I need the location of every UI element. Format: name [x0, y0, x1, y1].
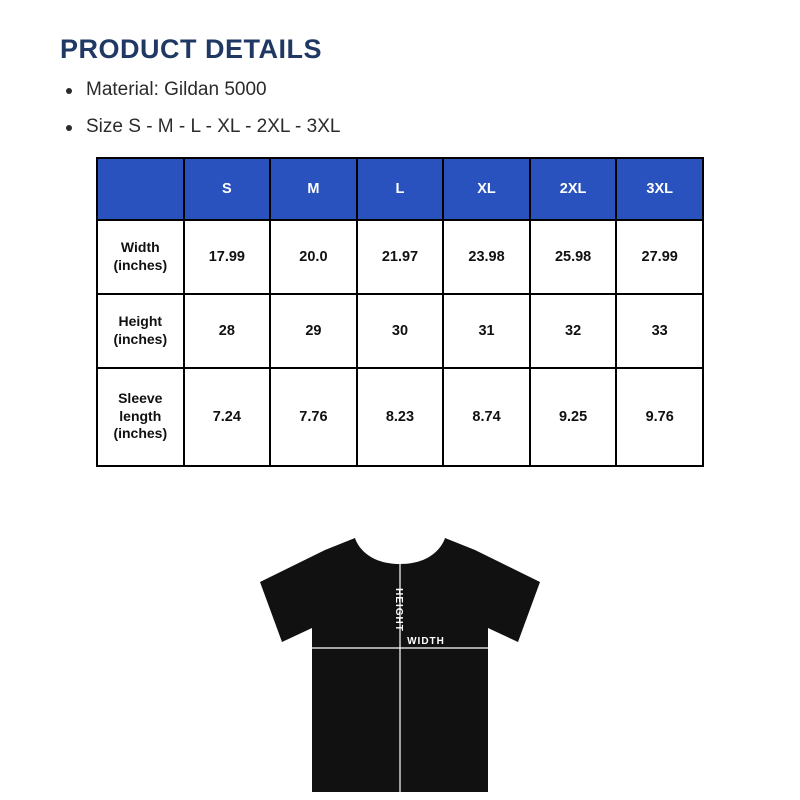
column-header-m: M	[270, 158, 357, 220]
cell-height-m: 29	[270, 294, 357, 368]
cell-width-s: 17.99	[184, 220, 271, 294]
cell-width-l: 21.97	[357, 220, 444, 294]
column-header-l: L	[357, 158, 444, 220]
cell-width-2xl: 25.98	[530, 220, 617, 294]
tshirt-measurement-diagram	[0, 520, 800, 800]
table-header-row	[97, 158, 703, 220]
product-detail-list	[60, 79, 740, 139]
cell-sleeve-l: 8.23	[357, 368, 444, 466]
row-header-line1: Width	[120, 239, 160, 256]
height-label: HEIGHT	[393, 588, 404, 632]
cell-width-xl: 23.98	[443, 220, 530, 294]
cell-height-l: 30	[357, 294, 444, 368]
tshirt-icon	[250, 530, 550, 800]
size-chart-body	[97, 220, 703, 466]
cell-sleeve-3xl: 9.76	[616, 368, 703, 466]
row-header-width	[97, 220, 184, 294]
cell-sleeve-m: 7.76	[270, 368, 357, 466]
size-chart-header	[97, 158, 703, 220]
column-header-s: S	[184, 158, 271, 220]
column-header-3xl: 3XL	[616, 158, 703, 220]
list-item: Material: Gildan 5000	[60, 79, 740, 102]
table-corner-cell	[97, 158, 184, 220]
column-header-xl: XL	[443, 158, 530, 220]
table-row	[97, 294, 703, 368]
row-header-line1: Sleeve	[118, 390, 163, 407]
row-header-line2: (inches)	[113, 256, 168, 273]
cell-height-3xl: 33	[616, 294, 703, 368]
width-label: WIDTH	[407, 636, 445, 647]
row-header-line2: (inches)	[113, 330, 168, 347]
cell-sleeve-xl: 8.74	[443, 368, 530, 466]
list-item: Size S - M - L - XL - 2XL - 3XL	[60, 116, 740, 139]
page-title: PRODUCT DETAILS	[60, 34, 322, 64]
cell-height-xl: 31	[443, 294, 530, 368]
cell-sleeve-s: 7.24	[184, 368, 271, 466]
cell-width-m: 20.0	[270, 220, 357, 294]
cell-height-2xl: 32	[530, 294, 617, 368]
cell-width-3xl: 27.99	[616, 220, 703, 294]
row-header-line2: length	[119, 407, 162, 424]
row-header-sleeve-length	[97, 368, 184, 466]
size-chart-table	[96, 157, 704, 467]
row-header-line1: Height	[118, 313, 163, 330]
column-header-2xl: 2XL	[530, 158, 617, 220]
cell-sleeve-2xl: 9.25	[530, 368, 617, 466]
table-row	[97, 368, 703, 466]
cell-height-s: 28	[184, 294, 271, 368]
row-header-height	[97, 294, 184, 368]
table-row	[97, 220, 703, 294]
row-header-line3: (inches)	[113, 425, 168, 442]
